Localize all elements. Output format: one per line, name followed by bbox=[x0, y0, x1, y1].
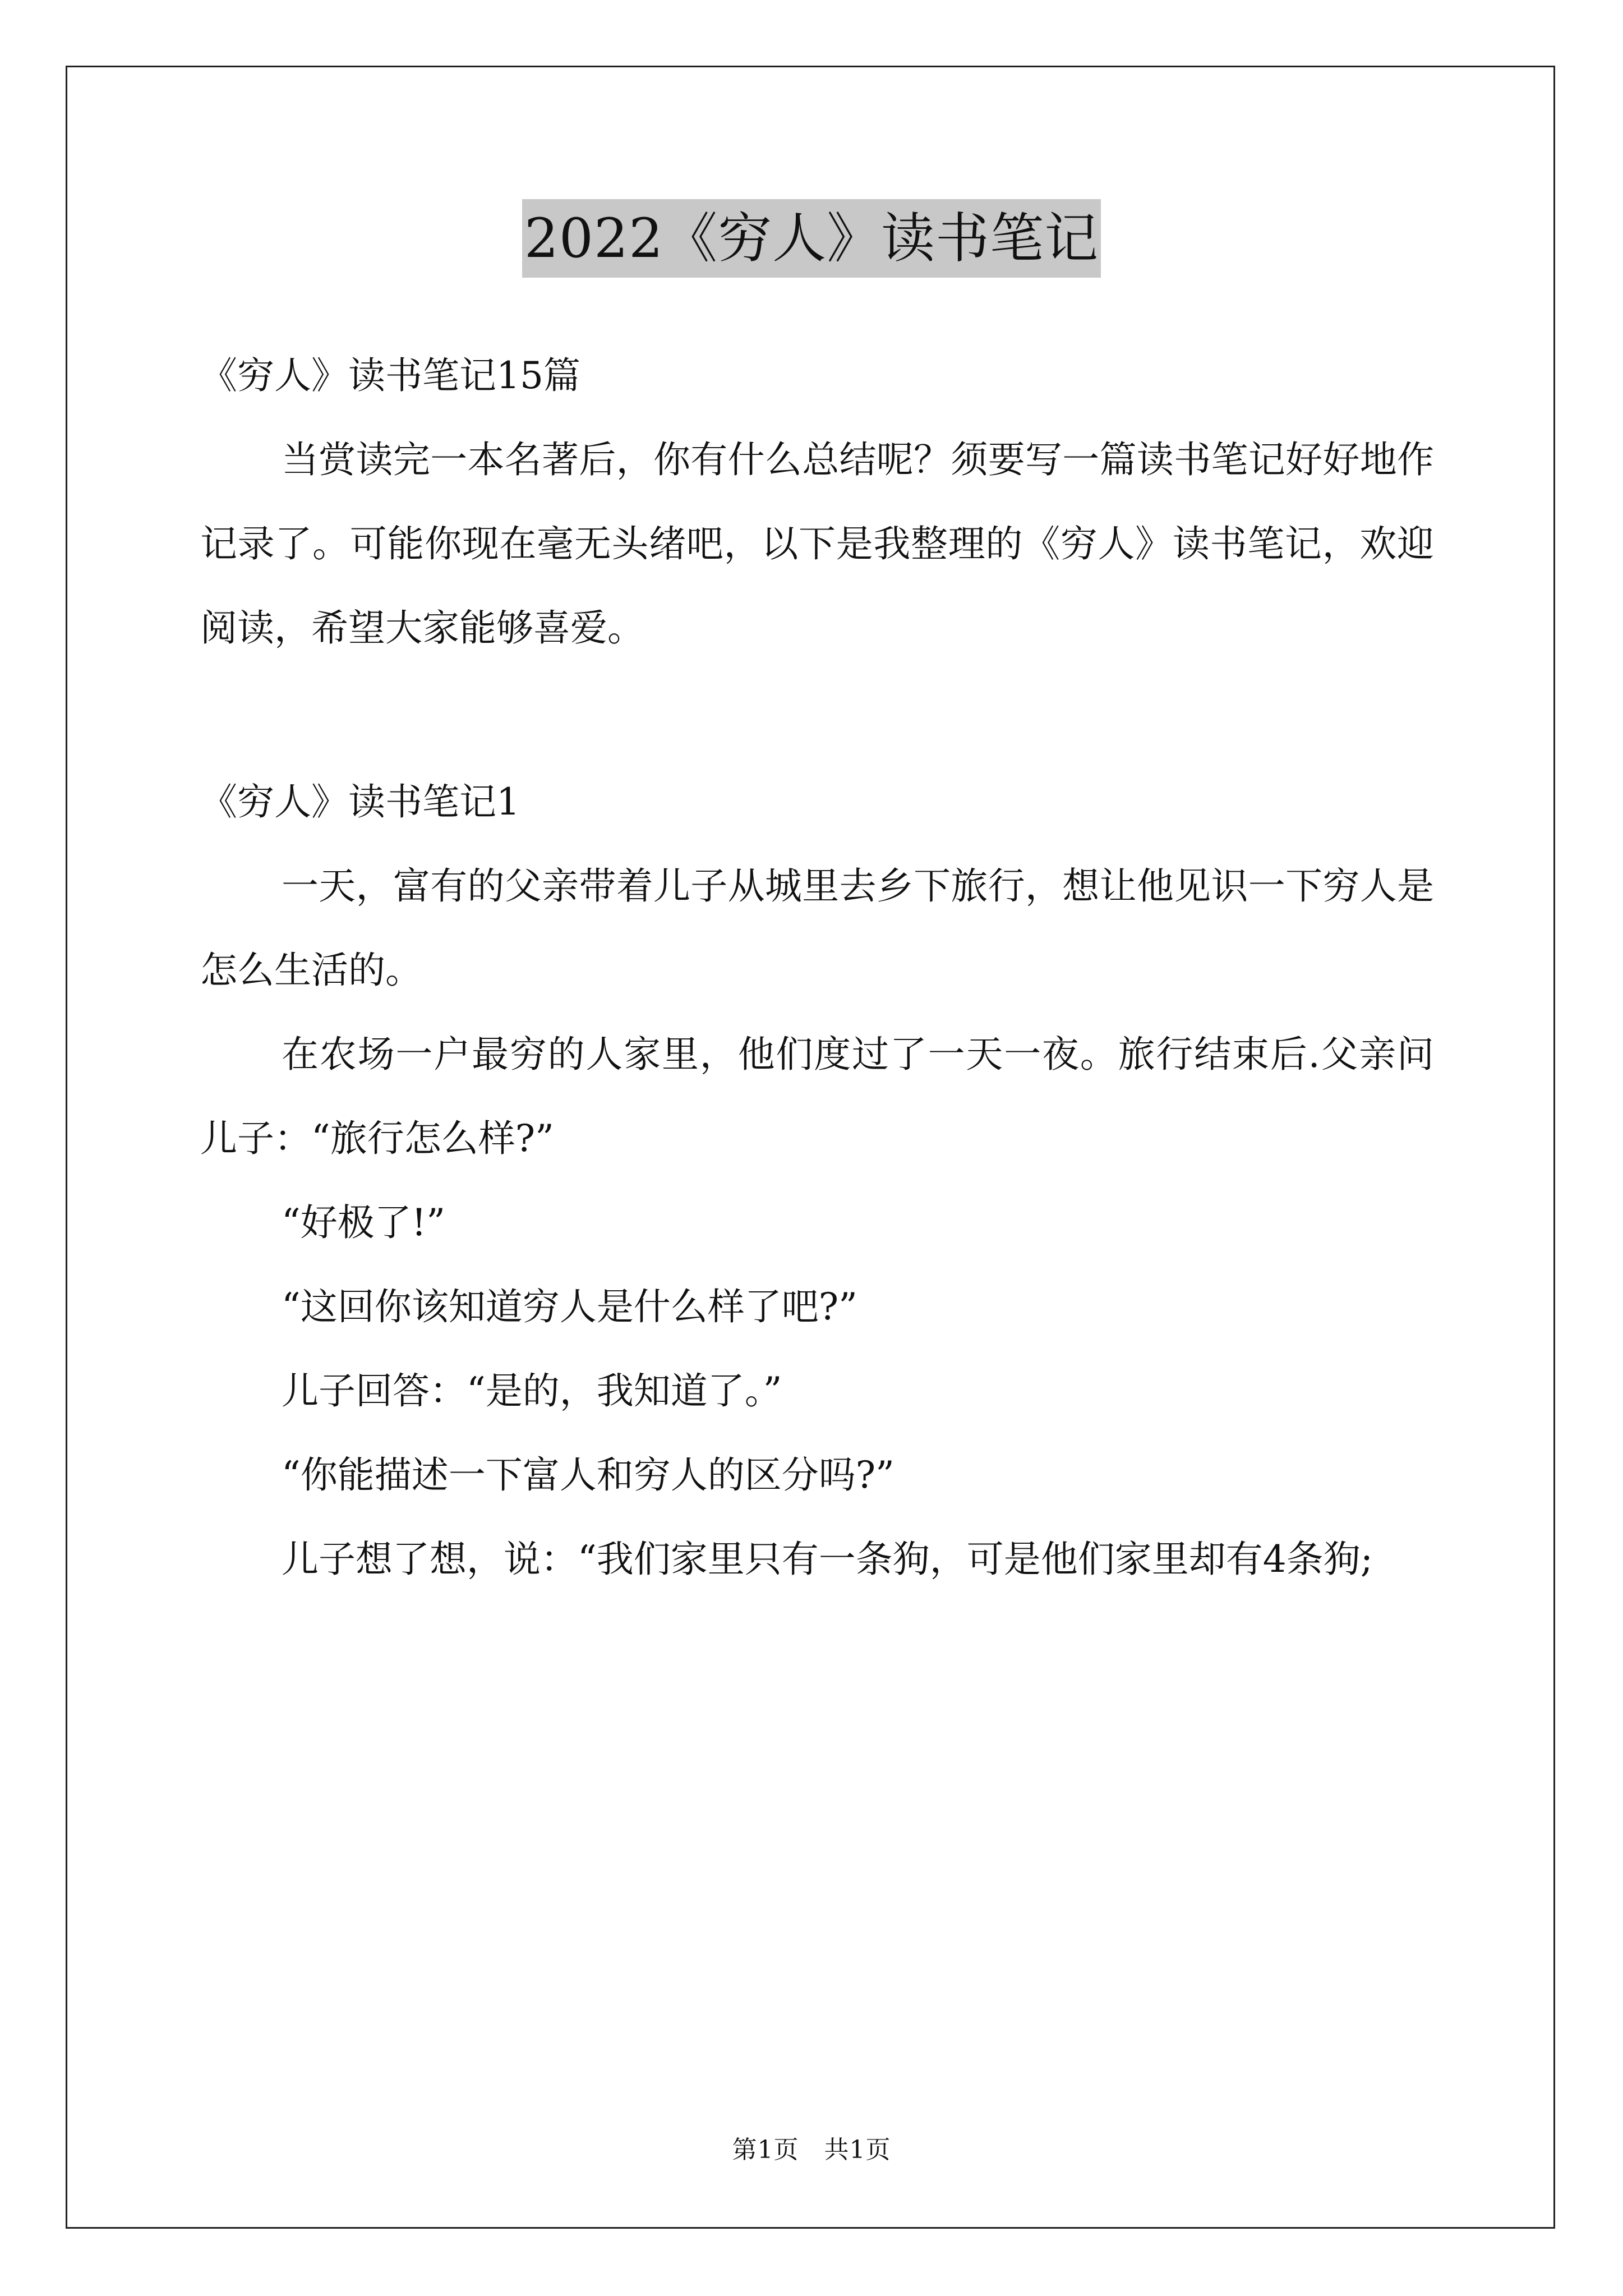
spacer bbox=[200, 670, 1434, 760]
intro-paragraph-block bbox=[200, 418, 1434, 670]
title-wrap bbox=[0, 199, 1623, 278]
body-paragraph: 一天，富有的父亲带着儿子从城里去乡下旅行，想让他见识一下穷人是怎么生活的。 bbox=[200, 864, 1434, 992]
page-footer: 第1页 共1页 bbox=[732, 2136, 891, 2164]
body-paragraph: “这回你该知道穷人是什么样了吧?” bbox=[282, 1285, 857, 1328]
body-paragraph: “你能描述一下富人和穷人的区分吗?” bbox=[282, 1453, 895, 1497]
body-paragraph: 在农场一户最穷的人家里，他们度过了一天一夜。旅行结束后.父亲问儿子：“旅行怎么样?” bbox=[200, 1033, 1434, 1160]
intro-paragraph: 当赏读完一本名著后，你有什么总结呢？须要写一篇读书笔记好好地作记录了。可能你现在毫无头绪吧，以下是我整理的《穷人》读书笔记，欢迎阅读，希望大家能够喜爱。 bbox=[200, 438, 1434, 650]
document-subtitle: 《穷人》读书笔记15篇 bbox=[200, 354, 580, 397]
body-paragraph: 儿子回答：“是的，我知道了。” bbox=[282, 1369, 782, 1412]
section-heading: 《穷人》读书笔记1 bbox=[200, 780, 520, 823]
body-paragraphs bbox=[200, 844, 1434, 1602]
body-paragraph: “好极了!” bbox=[282, 1201, 446, 1244]
document-body bbox=[200, 334, 1434, 1602]
document-title: 2022《穷人》读书笔记 bbox=[522, 199, 1101, 278]
body-paragraph: 儿子想了想，说：“我们家里只有一条狗，可是他们家里却有4条狗; bbox=[282, 1538, 1373, 1581]
